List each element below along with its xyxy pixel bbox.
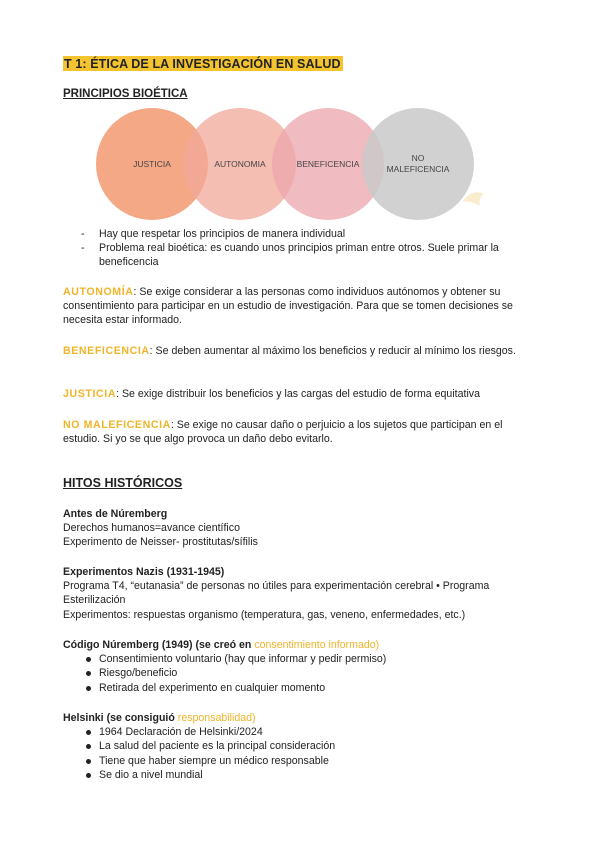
section-codigo-nuremberg: [63, 638, 543, 695]
text-line: Derechos humanos=avance científico: [63, 522, 240, 535]
section-title: Antes de Núremberg: [63, 508, 168, 520]
list-item: 1964 Declaración de Helsinki/2024: [63, 725, 543, 739]
bioetica-principles-diagram: [90, 106, 490, 226]
section-title: [63, 711, 543, 725]
section-title: Experimentos Nazis (1931-1945): [63, 566, 225, 578]
section-highlight: responsabilidad): [177, 712, 256, 724]
term-no-maleficencia: NO MALEFICENCIA: [63, 419, 171, 431]
list-item: Tiene que haber siempre un médico responsable: [63, 754, 543, 768]
helsinki-list: [63, 725, 543, 782]
section-title-text: Helsinki (se consiguió: [63, 712, 178, 724]
label-justicia: JUSTICIA: [133, 159, 171, 169]
list-item: - Problema real bioética: es cuando unos principios priman entre otros. Suele primar la beneficencia: [63, 241, 543, 269]
definition-justicia: [63, 387, 533, 401]
definition-text: : Se deben aumentar al máximo los beneficios y reducir al mínimo los riesgos.: [149, 345, 516, 357]
list-item: Se dio a nivel mundial: [63, 768, 543, 782]
list-item: Retirada del experimento en cualquier momento: [63, 681, 543, 695]
section-highlight: consentimiento informado): [254, 639, 380, 651]
codigo-list: [63, 652, 543, 695]
label-autonomia: AUTONOMIA: [214, 159, 266, 169]
definition-text: : Se exige no causar daño o perjuicio a los sujetos que participan en el estudio. Si yo se que algo provoca un daño debo evitarlo.: [63, 419, 503, 446]
section-helsinki: [63, 711, 543, 782]
term-beneficencia: BENEFICENCIA: [63, 345, 150, 357]
faint-watermark-icon: [462, 192, 484, 206]
hitos-heading: HITOS HISTÓRICOS: [63, 476, 183, 490]
section-nazis: [63, 565, 543, 622]
page-title: T 1: ÉTICA DE LA INVESTIGACIÓN EN SALUD: [64, 57, 341, 71]
section-title-text: Código Núremberg (1949) (se creó en: [63, 639, 255, 651]
term-justicia: JUSTICIA: [63, 388, 117, 400]
list-item: La salud del paciente es la principal consideración: [63, 739, 543, 753]
definition-beneficencia: [63, 344, 533, 358]
list-item: Riesgo/beneficio: [63, 666, 543, 680]
label-maleficencia: MALEFICENCIA: [386, 164, 450, 174]
label-no: NO: [411, 153, 425, 163]
text-line: Experimento de Neisser- prostitutas/sífilis: [63, 536, 258, 549]
section-title: [63, 638, 543, 652]
term-autonomia: AUTONOMÍA: [63, 286, 134, 298]
principios-heading: PRINCIPIOS BIOÉTICA: [63, 88, 188, 100]
definition-autonomia: [63, 285, 533, 328]
list-item: Consentimiento voluntario (hay que informar y pedir permiso): [63, 652, 543, 666]
definition-text: : Se exige considerar a las personas como individuos autónomos y obtener su consentimiento para participar en un estudio de investigación. Para que se tomen decisiones se necesita estar informado.: [63, 286, 513, 327]
section-antes-nuremberg: [63, 507, 543, 550]
text-line: Programa T4, “eutanasia” de personas no útiles para experimentación cerebral • Programa Esterilización: [63, 580, 490, 607]
definition-no-maleficencia: [63, 418, 533, 446]
list-item: - Hay que respetar los principios de manera individual: [63, 227, 543, 241]
definition-text: : Se exige distribuir los beneficios y las cargas del estudio de forma equitativa: [116, 388, 480, 400]
label-beneficencia: BENEFICENCIA: [296, 159, 360, 169]
principios-bullets: [63, 227, 543, 270]
text-line: Experimentos: respuestas organismo (temperatura, gas, veneno, enfermedades, etc.): [63, 608, 466, 621]
